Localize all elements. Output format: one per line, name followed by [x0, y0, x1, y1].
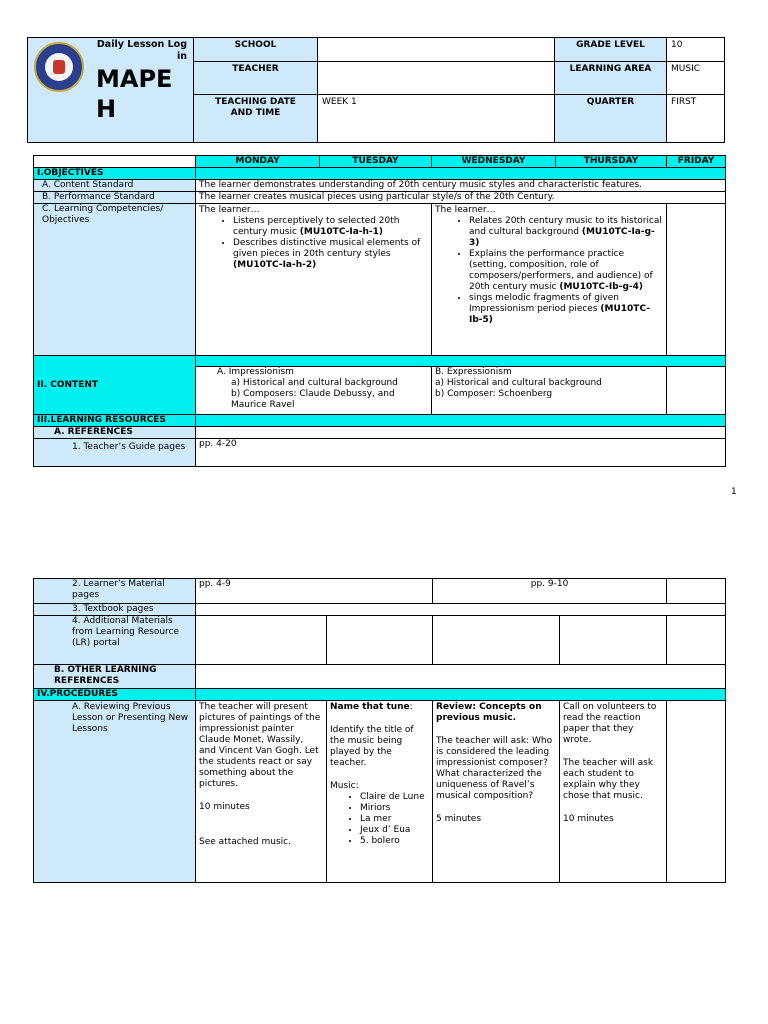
- content-right-title: B. Expressionism: [435, 367, 512, 377]
- daily-lesson-log-label: Daily Lesson Log in: [96, 39, 187, 62]
- competency-item: [469, 249, 663, 293]
- competency-code: (MU10TC-Ia-h-1): [299, 227, 384, 237]
- competency-item: [469, 216, 663, 249]
- subject-title-line1: MAPE: [96, 65, 173, 93]
- music-item: • 5. bolero: [360, 836, 429, 847]
- teaching-date-label: TEACHING DATE AND TIME: [194, 94, 318, 142]
- competency-code: (MU10TC-Ia-g-3): [469, 227, 655, 248]
- music-list: [330, 792, 429, 847]
- competency-text: Describes distinctive musical elements of given pieces in 20th century styles: [233, 238, 421, 259]
- music-item: • Jeux d’ Eua: [360, 825, 429, 836]
- content-friday: [667, 367, 726, 415]
- day-thursday: THURSDAY: [556, 156, 667, 168]
- day-header-blank: [34, 156, 196, 168]
- competency-code: (MU10TC-Ib-g-4): [559, 282, 643, 292]
- teachers-guide-value: pp. 4-20: [196, 439, 726, 467]
- thursday-text2: The teacher will ask each student to explain why they chose that music.: [563, 758, 654, 801]
- learning-resources-bar: [196, 415, 726, 427]
- tuesday-title: Name that tune: [330, 702, 410, 712]
- procedure-tuesday: [327, 701, 433, 883]
- wednesday-text2: What characterized the uniqueness of Ravel’s musical composition?: [436, 769, 542, 801]
- other-references-label: B. OTHER LEARNING REFERENCES: [34, 665, 196, 689]
- learners-material-right: pp. 9-10: [433, 579, 667, 604]
- monday-text: The teacher will present pictures of paintings of the impressionist painter Claude Monet, Wassily, and Vincent Van Gogh. Let the students react or say something about the pictures.: [199, 702, 321, 789]
- competencies-right: [432, 204, 667, 356]
- lesson-table-page2: [33, 578, 726, 883]
- procedure-wednesday: [433, 701, 560, 883]
- teachers-guide-label: 1. Teacher’s Guide pages: [34, 439, 196, 467]
- competency-text: Relates 20th century music to its historical and cultural background: [469, 216, 662, 237]
- wednesday-title: Review: Concepts on previous music.: [436, 702, 542, 723]
- additional-mon: [196, 616, 327, 665]
- tuesday-text: Identify the title of the music being played by the teacher.: [330, 725, 414, 768]
- competency-item: [469, 293, 663, 326]
- day-friday: FRIDAY: [667, 156, 726, 168]
- wednesday-text: The teacher will ask: Who is considered the leading impressionist composer?: [436, 736, 553, 768]
- references-fill: [196, 427, 726, 439]
- content-left-b: b) Composers: Claude Debussy, and Maurice Ravel: [231, 389, 395, 410]
- learning-resources-heading: III.LEARNING RESOURCES: [34, 415, 196, 427]
- learners-material-friday: [667, 579, 726, 604]
- competency-code: (MU10TC-Ib-5): [469, 304, 650, 325]
- teacher-value: [318, 62, 555, 94]
- day-wednesday: WEDNESDAY: [432, 156, 556, 168]
- competencies-friday: [667, 204, 726, 356]
- lesson-table-page1: [33, 155, 726, 467]
- content-left: [196, 367, 432, 415]
- school-label: SCHOOL: [194, 38, 318, 62]
- objectives-heading: I.OBJECTIVES: [34, 168, 196, 180]
- competencies-left-intro: The learner…: [199, 205, 260, 215]
- procedure-monday: [196, 701, 327, 883]
- competencies-label: C. Learning Competencies/ Objectives: [34, 204, 196, 356]
- procedure-thursday: [560, 701, 667, 883]
- competency-text: sings melodic fragments of given Impressionism period pieces: [469, 293, 619, 314]
- learners-material-left: pp. 4-9: [196, 579, 433, 604]
- subject-title: [96, 64, 172, 124]
- quarter-value: FIRST: [667, 94, 725, 142]
- competency-code: (MU10TC-Ia-h-2): [233, 260, 317, 270]
- textbook-label: 3. Textbook pages: [34, 604, 196, 616]
- competency-item: [233, 216, 428, 238]
- content-right-a: a) Historical and cultural background: [435, 378, 602, 388]
- learners-material-label: 2. Learner’s Material pages: [34, 579, 196, 604]
- learning-area-label: LEARNING AREA: [555, 62, 667, 94]
- content-right: [432, 367, 667, 415]
- additional-wed: [433, 616, 560, 665]
- day-tuesday: TUESDAY: [320, 156, 432, 168]
- additional-materials-label: 4. Additional Materials from Learning Resource (LR) portal: [34, 616, 196, 665]
- school-value: [318, 38, 555, 62]
- other-references-value: [196, 665, 726, 689]
- competencies-left: [196, 204, 432, 356]
- header-title-cell: [28, 38, 194, 143]
- teacher-label: TEACHER: [194, 62, 318, 94]
- review-lesson-label: A. Reviewing Previous Lesson or Presenting New Lessons: [34, 701, 196, 883]
- performance-standard-value: The learner creates musical pieces using particular style/s of the 20th Century.: [196, 192, 726, 204]
- competency-item: [233, 238, 428, 271]
- page-number: 1: [731, 487, 737, 497]
- monday-time: 10 minutes: [199, 802, 250, 812]
- header-table: [27, 37, 725, 143]
- music-item: • Miriors: [360, 803, 429, 814]
- references-label: A. REFERENCES: [34, 427, 196, 439]
- music-item: • Claire de Lune: [360, 792, 429, 803]
- day-monday: MONDAY: [196, 156, 320, 168]
- textbook-value: [196, 604, 726, 616]
- additional-fri: [667, 616, 726, 665]
- procedures-heading: IV.PROCEDURES: [34, 689, 196, 701]
- content-left-a: a) Historical and cultural background: [231, 378, 398, 388]
- wednesday-time: 5 minutes: [436, 814, 482, 824]
- content-heading: II. CONTENT: [37, 379, 98, 390]
- content-bar: [196, 356, 726, 367]
- additional-thu: [560, 616, 667, 665]
- thursday-text: Call on volunteers to read the reaction paper that they wrote.: [563, 702, 657, 745]
- tuesday-music-label: Music:: [330, 781, 359, 791]
- competencies-right-list: [435, 216, 663, 326]
- competency-text: Listens perceptively to selected 20th century music: [233, 216, 400, 237]
- content-standard-label: A. Content Standard: [34, 180, 196, 192]
- music-item: • La mer: [360, 814, 429, 825]
- objectives-heading-fill: [196, 168, 726, 180]
- grade-level-label: GRADE LEVEL: [555, 38, 667, 62]
- subject-title-line2: H: [96, 95, 117, 123]
- quarter-label: QUARTER: [555, 94, 667, 142]
- competencies-right-intro: The learner…: [435, 205, 496, 215]
- learning-area-value: MUSIC: [667, 62, 725, 94]
- competency-text: Explains the performance practice (setting, composition, role of composers/performers, and audience) of 20th century music: [469, 249, 653, 292]
- monday-note: See attached music.: [199, 837, 291, 847]
- teaching-date-value: WEEK 1: [318, 94, 555, 142]
- procedures-bar: [196, 689, 726, 701]
- deped-seal-icon: [34, 42, 84, 92]
- procedure-friday: [667, 701, 726, 883]
- content-left-title: A. Impressionism: [217, 367, 294, 377]
- content-heading-cell: [34, 356, 196, 415]
- additional-tue: [327, 616, 433, 665]
- content-standard-value: The learner demonstrates understanding of 20th century music styles and characteristic features.: [196, 180, 726, 192]
- grade-level-value: 10: [667, 38, 725, 62]
- competencies-left-list: [199, 216, 428, 271]
- performance-standard-label: B. Performance Standard: [34, 192, 196, 204]
- tuesday-title-suffix: :: [409, 702, 413, 712]
- content-right-b: b) Composer: Schoenberg: [435, 389, 553, 399]
- thursday-time: 10 minutes: [563, 814, 614, 824]
